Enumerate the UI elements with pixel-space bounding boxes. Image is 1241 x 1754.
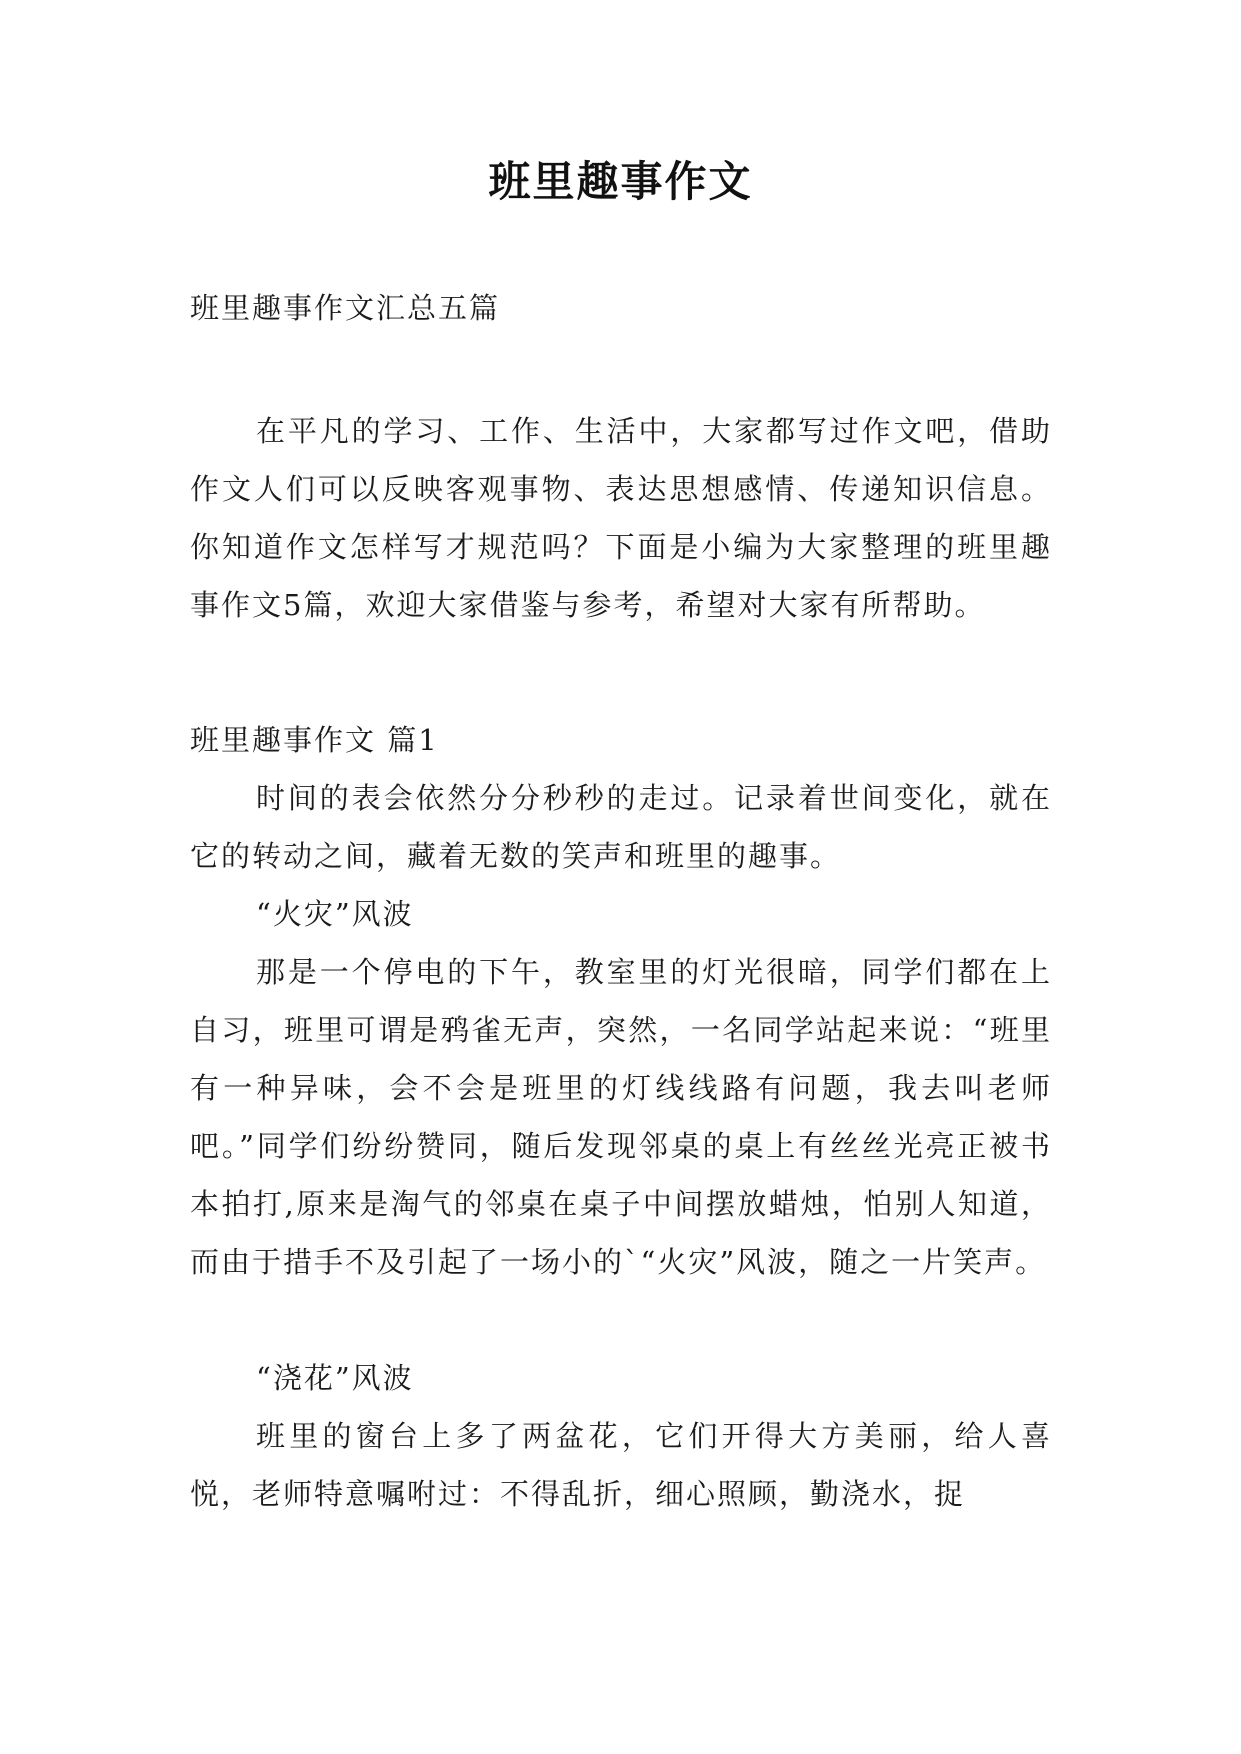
- section-paragraph-1: 时间的表会依然分分秒秒的走过。记录着世间变化，就在它的转动之间，藏着无数的笑声和班里的趣事。: [190, 781, 1052, 873]
- section-paragraph-3: 班里的窗台上多了两盆花，它们开得大方美丽，给人喜悦，老师特意嘱咐过：不得乱折，细心照顾，勤浇水，捉: [190, 1419, 1052, 1511]
- sub-heading-fire: “火灾”风波: [256, 897, 414, 931]
- document-title: 班里趣事作文: [488, 157, 753, 206]
- sub-heading-watering: “浇花”风波: [256, 1361, 414, 1395]
- section-paragraph-2: 那是一个停电的下午，教室里的灯光很暗，同学们都在上自习，班里可谓是鸦雀无声，突然，一名同学站起来说：“班里有一种异味，会不会是班里的灯线线路有问题，我去叫老师吧。”同学们纷纷赞同，随后发现邻桌的桌上有丝丝光亮正被书本拍打,原来是淘气的邻桌在桌子中间摆放蜡烛，怕别人知道，而由于措手不及引起了一场小的`“火灾”风波，随之一片笑声。: [190, 955, 1052, 1279]
- intro-paragraph: 在平凡的学习、工作、生活中，大家都写过作文吧，借助作文人们可以反映客观事物、表达思想感情、传递知识信息。你知道作文怎样写才规范吗？下面是小编为大家整理的班里趣事作文5篇，欢迎大家借鉴与参考，希望对大家有所帮助。: [190, 414, 1052, 622]
- document-subtitle: 班里趣事作文汇总五篇: [190, 291, 501, 325]
- section-heading: 班里趣事作文 篇1: [190, 723, 439, 757]
